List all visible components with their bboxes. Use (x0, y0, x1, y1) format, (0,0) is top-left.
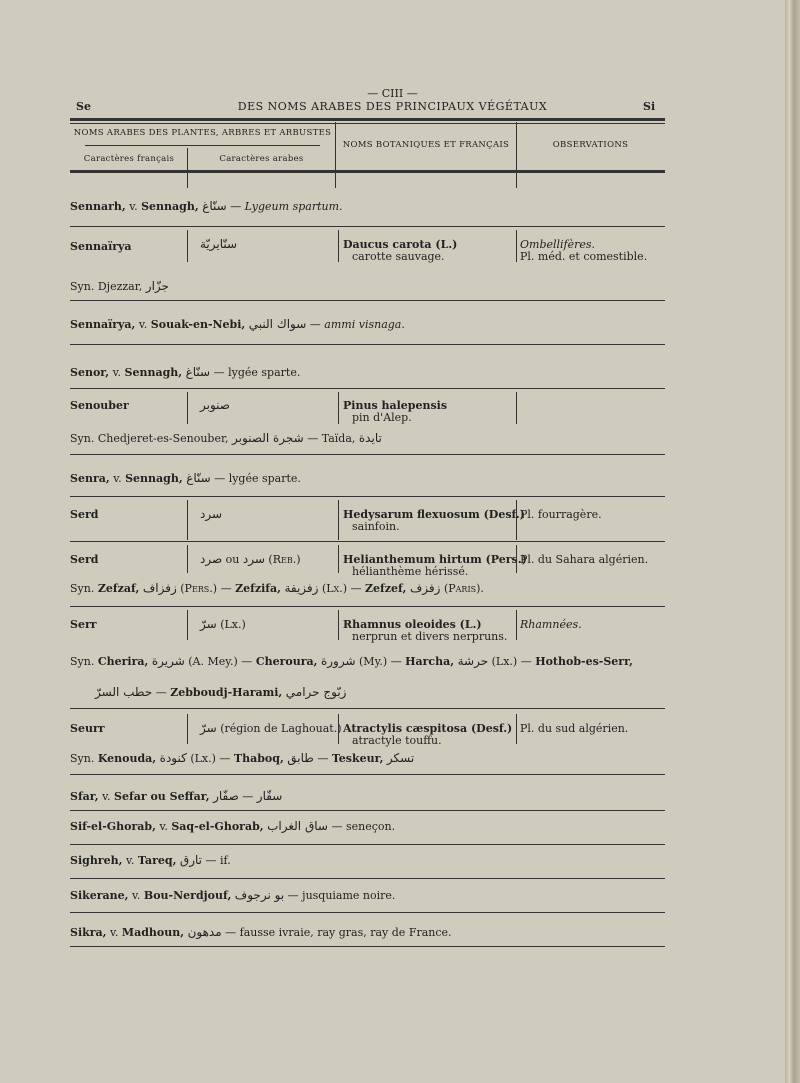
entry-serr-synonym-2: حطب السرّ — Zebboudj-Harami, زبّوج حرامي (95, 685, 347, 699)
divider (187, 230, 188, 262)
divider (338, 714, 339, 744)
entry-senor: Senor, v. Sennagh, سنّاغ — lygée sparte. (70, 365, 301, 379)
entry-serd-obs: Pl. fourragère. (520, 508, 602, 521)
entry-sfar: Sfar, v. Sefar ou Seffar, سفّار — صفّار (70, 789, 283, 803)
divider (516, 500, 517, 540)
entry-serd2-arabic: صرد ou سرد (Reb.) (200, 552, 301, 566)
entry-serd-arabic: سرد (200, 507, 223, 521)
entry-sennairya-arabic: سنّايريّة (200, 237, 238, 251)
divider (338, 230, 339, 262)
entry-serd-french: sainfoin. (352, 520, 400, 533)
page-number: — CIII — (367, 87, 418, 100)
rule (70, 810, 665, 811)
entry-serd-name: Serd (70, 508, 99, 521)
entry-senouber-synonym: Syn. Chedjeret-es-Senouber, شجرة الصنوبر — Taïda, تايدة (70, 431, 382, 445)
header-divider-3 (516, 122, 517, 188)
entry-sennairya-name: Sennaïrya (70, 240, 132, 253)
entry-seurr-synonym: Syn. Kenouda, كنودة (Lx.) — Thaboq, طابق — Teskeur, تسكر (70, 751, 415, 765)
right-running-marker: Si (643, 100, 656, 113)
divider (187, 714, 188, 744)
divider (516, 545, 517, 573)
rule (70, 541, 665, 542)
entry-seurr-name: Seurr (70, 722, 105, 735)
entry-serd2-name: Serd (70, 553, 99, 566)
entry-serr-obs: Rhamnées. (520, 618, 582, 631)
divider (187, 500, 188, 540)
divider (187, 392, 188, 424)
entry-serr-name: Serr (70, 618, 97, 631)
entry-sennairya-synonym: Syn. Djezzar, جزّار (70, 279, 169, 293)
divider (516, 392, 517, 424)
entry-seurr-obs: Pl. du sud algérien. (520, 722, 629, 735)
entry-senouber-botanical: Pinus halepensis (343, 399, 448, 412)
entry-senouber-arabic: صنوبر (200, 398, 230, 412)
rule (70, 878, 665, 879)
running-title: DES NOMS ARABES DES PRINCIPAUX VÉGÉTAUX (237, 100, 548, 113)
rule (70, 774, 665, 775)
rule (70, 226, 665, 227)
entry-serr-arabic: سرّ (Lx.) (200, 617, 246, 631)
entry-serd-botanical: Hedysarum flexuosum (Desf.) (343, 508, 525, 521)
entry-sennairya-french: carotte sauvage. (352, 250, 445, 263)
rule (70, 708, 665, 709)
page-edge (785, 0, 800, 1083)
header-divider-1 (187, 148, 188, 188)
rule (70, 388, 665, 389)
entry-sighreh: Sighreh, v. Tareq, تارق — if. (70, 853, 231, 867)
rule (70, 496, 665, 497)
rule (70, 300, 665, 301)
rule (70, 946, 665, 947)
entry-serd2-synonym: Syn. Zefzaf, زفزاف (Pers.) — Zefzifa, زفزيفة (Lx.) — Zefzef, زفزف (Paris). (70, 581, 484, 595)
header-rule-top-thin (70, 123, 665, 124)
column-arabic-chars: Caractères arabes (219, 154, 304, 164)
rule (70, 454, 665, 455)
entry-sif-el-ghorab: Sif-el-Ghorab, v. Saq-el-Ghorab, ساق الغراب — seneçon. (70, 819, 396, 833)
rule (70, 344, 665, 345)
entry-sennairya-botanical: Daucus carota (L.) (343, 238, 458, 251)
entry-sikerane: Sikerane, v. Bou-Nerdjouf, بو نرجوف — jusquiame noire. (70, 888, 396, 902)
column-observations: OBSERVATIONS (552, 140, 629, 150)
divider (516, 610, 517, 640)
entry-sennairya-obs2: Pl. méd. et comestible. (520, 250, 648, 263)
column-group-underline (85, 145, 320, 146)
entry-sennairya-obs1: Ombellifères. (520, 238, 596, 251)
divider (187, 610, 188, 640)
entry-serd2-obs: Pl. du Sahara algérien. (520, 553, 649, 566)
entry-senra: Senra, v. Sennagh, سنّاغ — lygée sparte. (70, 471, 301, 485)
entry-serr-botanical: Rhamnus oleoides (L.) (343, 618, 482, 631)
header-rule-bottom (70, 170, 665, 173)
divider (338, 392, 339, 424)
header-rule-top (70, 118, 665, 121)
left-running-marker: Se (76, 100, 91, 113)
divider (338, 500, 339, 540)
entry-senouber-name: Senouber (70, 399, 129, 412)
divider (516, 230, 517, 262)
entry-serr-synonym-1: Syn. Cherira, شريرة (A. Mey.) — Cheroura, شرورة (My.) — Harcha, حرشة (Lx.) — Hothob-es-Serr, (70, 654, 633, 668)
rule (70, 912, 665, 913)
entry-serd2-french: hélianthème hérissé. (352, 565, 469, 578)
rule (70, 606, 665, 607)
divider (516, 714, 517, 744)
column-botanical: NOMS BOTANIQUES ET FRANÇAIS (342, 140, 510, 150)
divider (187, 545, 188, 573)
entry-seurr-arabic: سرّ (région de Laghouat.) (200, 721, 342, 735)
entry-sikra: Sikra, v. Madhoun, مدهون — fausse ivraie, ray gras, ray de France. (70, 925, 452, 939)
entry-serd2-botanical: Helianthemum hirtum (Pers.) (343, 553, 527, 566)
divider (338, 610, 339, 640)
column-group-title: NOMS ARABES DES PLANTES, ARBRES ET ARBUSTES (73, 128, 332, 138)
header-divider-2 (335, 122, 336, 188)
rule (70, 844, 665, 845)
divider (338, 545, 339, 573)
entry-sennairya-souak: Sennaïrya, v. Souak-en-Nebi, سواك النبي — ammi visnaga. (70, 317, 405, 331)
entry-serr-french: nerprun et divers nerpruns. (352, 630, 508, 643)
entry-senouber-french: pin d'Alep. (352, 411, 412, 424)
entry-seurr-botanical: Atractylis cæspitosa (Desf.) (343, 722, 513, 735)
entry-sennarh: Sennarh, v. Sennagh, سنّاغ — Lygeum spartum. (70, 199, 343, 213)
column-french-chars: Caractères français (83, 154, 175, 164)
entry-seurr-french: atractyle touffu. (352, 734, 442, 747)
